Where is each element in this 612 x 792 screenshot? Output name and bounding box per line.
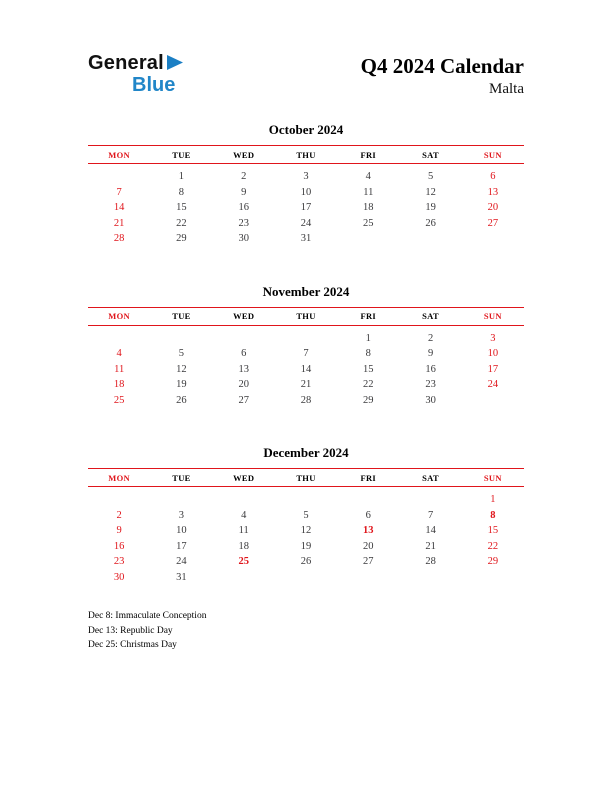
day-header-sun: SUN [483,149,502,160]
date-cell: 16 [238,202,249,214]
empty-cell [88,492,150,508]
date-cell: 11 [238,525,249,537]
empty-cell [275,492,337,508]
empty-cell [275,331,337,347]
date-cell: 31 [176,571,187,583]
month-grid [88,145,524,247]
date-cell: 10 [487,348,499,360]
empty-cell [399,570,461,586]
date-cell: 24 [176,556,187,568]
date-cell: 20 [487,202,499,214]
week-row [88,508,524,524]
date-cell: 2 [427,332,434,344]
date-cell: 6 [490,171,496,183]
date-cell: 24 [300,217,312,229]
title-block [361,54,524,98]
date-cell: 3 [490,332,496,344]
page-header [88,52,524,98]
date-cell: 24 [487,379,499,391]
day-header-sat: SAT [422,149,439,160]
month-title: December 2024 [263,445,349,461]
date-cell: 27 [238,394,249,406]
date-cell: 25 [363,217,374,229]
day-header-sun: SUN [483,472,502,483]
general-blue-logo [88,52,183,95]
date-cell: 17 [300,202,312,214]
date-cell: 14 [425,525,436,537]
day-header-wed: WED [233,311,255,322]
date-cell: 11 [114,363,125,375]
date-cell: 26 [176,394,187,406]
date-cell: 8 [178,186,185,198]
day-header-mon: MON [108,311,130,322]
day-header-wed: WED [233,472,255,483]
date-cell: 22 [363,379,374,391]
day-header-thu: THU [296,472,316,483]
date-cell: 9 [427,348,434,360]
date-cell: 17 [176,540,187,552]
date-cell: 7 [303,348,309,360]
empty-cell [213,331,275,347]
date-cell: 19 [300,540,312,552]
date-cell: 3 [303,171,309,183]
date-cell: 26 [300,556,312,568]
date-cell: 18 [113,379,125,391]
date-cell: 22 [176,217,187,229]
date-cell: 17 [487,363,499,375]
date-cell: 14 [300,363,312,375]
date-cell: 7 [116,186,122,198]
date-cell: 15 [487,525,499,537]
empty-cell [150,492,212,508]
month-title: November 2024 [262,283,350,299]
date-cell: 2 [116,509,122,521]
holiday-note: Dec 8: Immaculate Conception [88,611,207,622]
date-cell: 13 [487,186,499,198]
empty-cell [88,169,150,185]
date-cell: 12 [300,525,312,537]
date-cell: 9 [241,186,247,198]
month-grid [88,468,524,585]
empty-cell [213,492,275,508]
date-cell: 16 [113,540,125,552]
week-row [88,377,524,393]
date-cell: 6 [365,509,371,521]
holiday-note: Dec 13: Republic Day [88,625,173,636]
date-cell: 20 [238,379,249,391]
week-row [88,169,524,185]
empty-cell [462,231,524,247]
week-row [88,554,524,570]
week-row [88,539,524,555]
date-cell: 11 [363,186,374,198]
page-title: Q4 2024 Calendar [360,54,524,78]
month-section [88,122,524,247]
week-row [88,200,524,216]
empty-cell [337,492,399,508]
day-header-sat: SAT [422,311,439,322]
week-row [88,570,524,586]
date-cell: 2 [241,171,247,183]
day-header-tue: TUE [172,149,191,160]
month-section [88,445,524,585]
date-cell: 30 [113,571,125,583]
holiday-notes [88,609,524,653]
week-row [88,393,524,409]
date-cell: 15 [176,202,187,214]
date-cell: 1 [490,494,496,506]
date-cell: 21 [425,540,436,552]
empty-cell [150,331,212,347]
date-cell: 9 [116,525,122,537]
day-header-thu: THU [296,311,316,322]
date-cell: 19 [425,202,436,214]
date-cell: 10 [300,186,312,198]
date-cell: 1 [178,171,185,183]
date-cell: 14 [113,202,125,214]
date-cell: 15 [363,363,374,375]
date-cell: 29 [487,556,499,568]
date-cell: 12 [425,186,436,198]
date-cell: 25 [113,394,125,406]
week-row [88,362,524,378]
date-cell: 29 [176,233,187,245]
weekday-header-row [88,307,524,326]
date-cell: 12 [176,363,187,375]
date-cell: 25 [238,556,249,568]
date-cell: 16 [425,363,436,375]
week-row [88,331,524,347]
month-title: October 2024 [268,122,344,138]
empty-cell [399,492,461,508]
empty-cell [462,570,524,586]
date-cell: 3 [178,509,185,521]
date-cell: 18 [363,202,374,214]
date-cell: 1 [365,332,371,344]
date-cell: 30 [425,394,436,406]
logo-line-general [88,52,183,74]
date-cell: 5 [427,171,434,183]
date-cell: 28 [300,394,312,406]
date-cell: 18 [238,540,249,552]
empty-cell [399,231,461,247]
date-cell: 23 [113,556,125,568]
empty-cell [88,331,150,347]
date-cell: 13 [238,363,249,375]
date-cell: 8 [490,509,496,521]
day-header-mon: MON [108,472,130,483]
weekday-header-row [88,145,524,164]
empty-cell [213,570,275,586]
day-header-fri: FRI [360,149,377,160]
day-header-tue: TUE [172,472,191,483]
date-cell: 19 [176,379,187,391]
week-row [88,185,524,201]
day-header-mon: MON [108,149,130,160]
months-container [88,122,524,585]
date-cell: 10 [176,525,187,537]
day-header-thu: THU [296,149,316,160]
date-cell: 26 [425,217,436,229]
day-header-sun: SUN [483,311,502,322]
empty-cell [462,393,524,409]
date-cell: 21 [300,379,312,391]
date-cell: 27 [487,217,499,229]
week-row [88,216,524,232]
empty-cell [275,570,337,586]
date-cell: 6 [241,348,247,360]
logo-triangle-icon [167,54,183,74]
week-row [88,523,524,539]
date-cell: 30 [238,233,249,245]
month-section [88,284,524,409]
month-grid [88,307,524,409]
day-header-fri: FRI [360,472,377,483]
date-cell: 23 [425,379,436,391]
empty-cell [337,231,399,247]
day-header-tue: TUE [172,311,191,322]
date-cell: 28 [113,233,125,245]
date-cell: 28 [425,556,436,568]
date-cell: 4 [365,171,371,183]
weekday-header-row [88,468,524,487]
day-header-wed: WED [233,149,255,160]
date-cell: 7 [427,509,434,521]
date-cell: 8 [365,348,371,360]
day-header-fri: FRI [360,311,377,322]
date-cell: 4 [241,509,247,521]
day-header-sat: SAT [422,472,439,483]
date-cell: 23 [238,217,249,229]
date-cell: 31 [300,233,312,245]
logo-word-blue: Blue [132,74,176,96]
page-subtitle: Malta [489,81,524,98]
date-cell: 5 [303,509,309,521]
date-cell: 5 [178,348,185,360]
date-cell: 29 [363,394,374,406]
date-cell: 21 [113,217,125,229]
empty-cell [337,570,399,586]
week-row [88,231,524,247]
date-cell: 20 [363,540,374,552]
date-cell: 27 [363,556,374,568]
logo-word-general: General [88,52,164,74]
holiday-note: Dec 25: Christmas Day [88,640,177,651]
date-cell: 13 [363,525,374,537]
week-row [88,346,524,362]
date-cell: 22 [487,540,499,552]
week-row [88,492,524,508]
date-cell: 4 [116,348,122,360]
